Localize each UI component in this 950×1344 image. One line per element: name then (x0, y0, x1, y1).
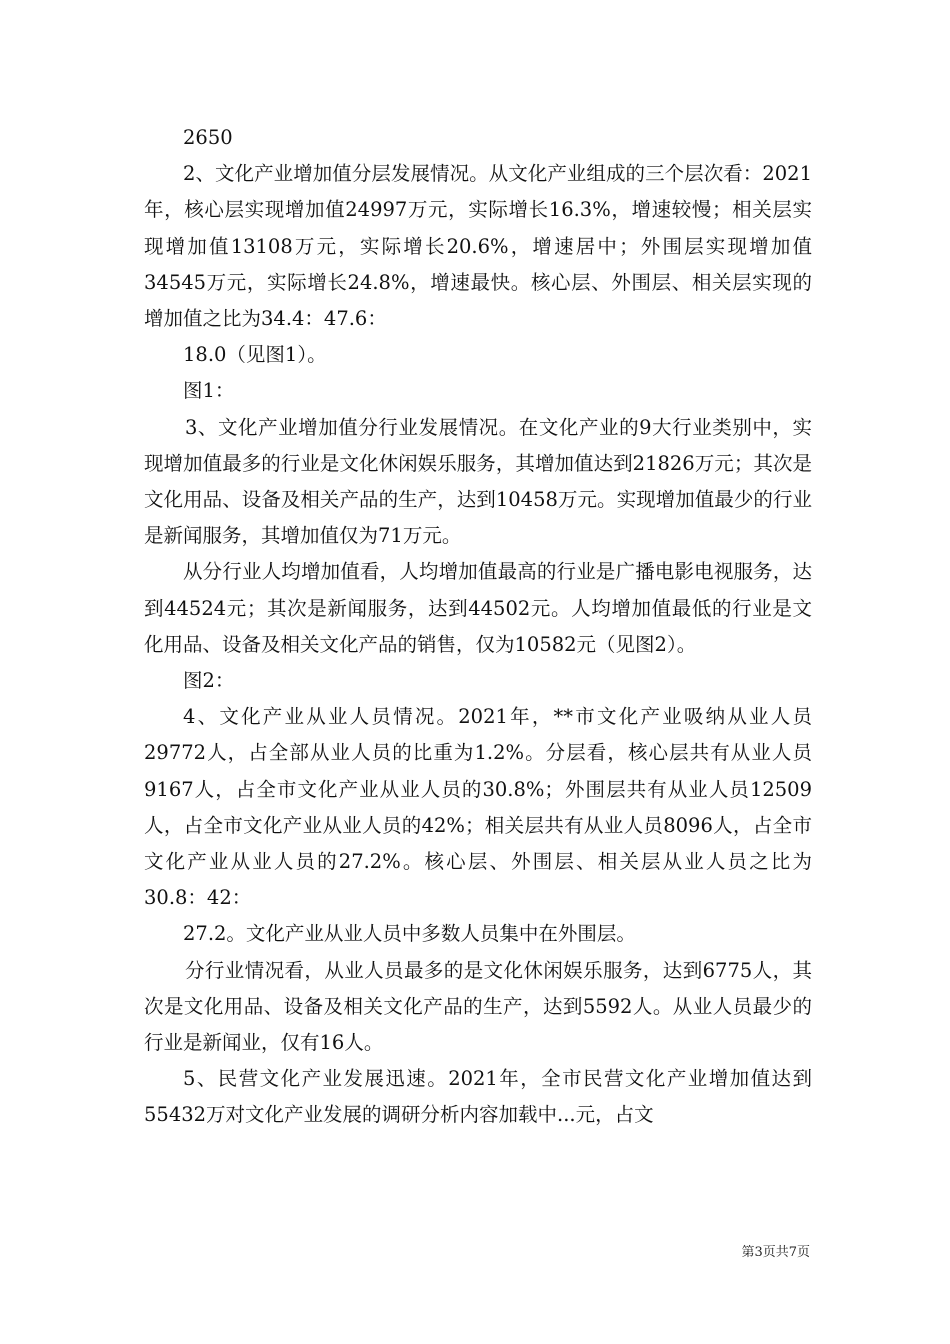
page-indicator: 第3页共7页 (741, 1245, 810, 1260)
figure-1-caption: 图1： (183, 379, 235, 403)
paragraph-value-2650: 2650 (183, 126, 233, 149)
paragraph-per-capita-value: 从分行业人均增加值看，人均增加值最高的行业是广播电影电视服务，达到44524元；其次是新闻服务，达到44502元。人均增加值最低的行业是文化用品、设备及相关文化产品的销售，仅为10582元（见图2）。 (144, 560, 812, 656)
paragraph-private-industry: 5、民营文化产业发展迅速。2021年，全市民营文化产业增加值达到55432万对文化产业发展的调研分析内容加载中...元，占文 (144, 1067, 812, 1127)
figure-2-caption: 图2： (183, 669, 235, 693)
paragraph-layer-development: 2、文化产业增加值分层发展情况。从文化产业组成的三个层次看：2021年，核心层实现增加值24997万元，实际增长16.3%，增速较慢；相关层实现增加值13108万元，实际增长20.6%，增速居中；外围层实现增加值34545万元，实际增长24.8%，增速最快。核心层、外围层、相关层实现的增加值之比为34.4：47.6： (144, 162, 812, 331)
paragraph-employment: 4、文化产业从业人员情况。2021年，**市文化产业吸纳从业人员29772人，占全部从业人员的比重为1.2%。分层看，核心层共有从业人员9167人，占全市文化产业从业人员的30.8%；外围层共有从业人员12509人，占全市文化产业从业人员的42%；相关层共有从业人员8096人，占全市文化产业从业人员的27.2%。核心层、外围层、相关层从业人员之比为30.8：42： (144, 705, 812, 910)
paragraph-ratio-continuation: 18.0（见图1）。 (183, 343, 327, 367)
paragraph-employment-by-industry: 分行业情况看，从业人员最多的是文化休闲娱乐服务，达到6775人，其次是文化用品、设备及相关文化产品的生产，达到5592人。从业人员最少的行业是新闻业，仅有16人。 (144, 958, 812, 1055)
document-body (144, 120, 812, 1134)
paragraph-employment-ratio-continuation: 27.2。文化产业从业人员中多数人员集中在外围层。 (183, 922, 636, 946)
paragraph-industry-development: 3、文化产业增加值分行业发展情况。在文化产业的9大行业类别中，实现增加值最多的行业是文化休闲娱乐服务，其增加值达到21826万元；其次是文化用品、设备及相关产品的生产，达到10458万元。实现增加值最少的行业是新闻服务，其增加值仅为71万元。 (144, 415, 812, 548)
